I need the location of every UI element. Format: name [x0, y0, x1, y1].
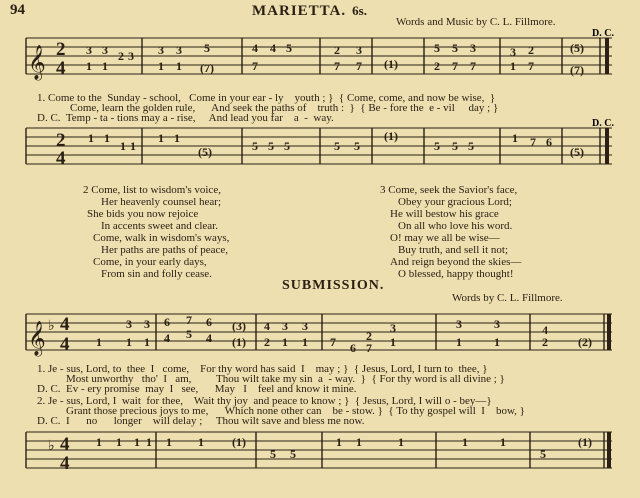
svg-text:1: 1	[494, 335, 500, 349]
svg-text:7: 7	[452, 59, 458, 73]
svg-text:5: 5	[186, 327, 192, 341]
svg-text:5: 5	[434, 41, 440, 55]
svg-text:1: 1	[302, 335, 308, 349]
svg-text:4: 4	[264, 319, 270, 333]
staff-submission-treble	[26, 314, 612, 350]
time-sig-top: 4	[60, 434, 70, 455]
svg-text:5: 5	[452, 139, 458, 153]
svg-text:(5): (5)	[198, 145, 212, 159]
svg-text:1: 1	[146, 435, 152, 449]
page-number: 94	[10, 2, 25, 18]
svg-text:1: 1	[336, 435, 342, 449]
svg-text:2: 2	[542, 335, 548, 349]
svg-text:3: 3	[102, 43, 108, 57]
svg-text:4: 4	[164, 331, 170, 345]
svg-text:1: 1	[198, 435, 204, 449]
verse-line: From sin and folly cease.	[101, 268, 212, 280]
svg-text:6: 6	[164, 315, 170, 329]
svg-text:(3): (3)	[232, 319, 246, 333]
time-sig-bottom: 4	[60, 334, 70, 355]
svg-text:3: 3	[510, 45, 516, 59]
svg-text:1: 1	[96, 435, 102, 449]
svg-text:5: 5	[540, 447, 546, 461]
svg-text:7: 7	[334, 59, 340, 73]
svg-text:1: 1	[88, 131, 94, 145]
verse-line: Her paths are paths of peace,	[101, 244, 229, 256]
svg-text:1: 1	[134, 435, 140, 449]
hymn1-credit: Words and Music by C. L. Fillmore.	[396, 16, 556, 28]
svg-text:2: 2	[528, 43, 534, 57]
svg-text:3: 3	[128, 49, 134, 63]
svg-text:4: 4	[542, 323, 548, 337]
svg-text:(7): (7)	[200, 61, 214, 75]
svg-text:3: 3	[390, 321, 396, 335]
svg-text:1: 1	[282, 335, 288, 349]
svg-text:7: 7	[252, 59, 258, 73]
shape-notes-marietta-treble	[86, 41, 584, 77]
svg-text:6: 6	[206, 315, 212, 329]
time-sig-top: 2	[56, 39, 66, 60]
verse-line: He will bestow his grace	[390, 208, 499, 220]
verse-line: 2 Come, list to wisdom's voice,	[83, 184, 221, 196]
hymn-title-submission: SUBMISSION.	[282, 278, 385, 293]
svg-text:5: 5	[270, 447, 276, 461]
dc-marker: D. C.	[592, 28, 614, 39]
verse-line: O blessed, happy thought!	[398, 268, 514, 280]
verse-line: Buy truth, and sell it not;	[398, 244, 508, 256]
svg-text:3: 3	[86, 43, 92, 57]
svg-text:3: 3	[144, 317, 150, 331]
lyric-line: 1. Je - sus, Lord, to thee I come, For thy word has said I may ; } { Jesus, Lord, I turn to thee, }	[37, 363, 488, 375]
svg-text:3: 3	[302, 319, 308, 333]
svg-text:5: 5	[452, 41, 458, 55]
time-sig-bottom: 4	[56, 58, 66, 79]
svg-text:3: 3	[126, 317, 132, 331]
flat-icon: ♭	[48, 319, 55, 334]
hymn-meter: 6s.	[352, 3, 367, 18]
svg-text:2: 2	[334, 43, 340, 57]
svg-text:7: 7	[528, 59, 534, 73]
svg-text:(1): (1)	[232, 335, 246, 349]
svg-text:7: 7	[356, 59, 362, 73]
hymn-title: MARIETTA.	[252, 3, 347, 19]
svg-text:1: 1	[390, 335, 396, 349]
treble-clef-icon: 𝄞	[28, 45, 46, 80]
svg-text:1: 1	[174, 131, 180, 145]
verse-line: Come, in your early days,	[93, 256, 207, 268]
svg-text:1: 1	[158, 131, 164, 145]
svg-text:3: 3	[356, 43, 362, 57]
flat-icon: ♭	[48, 439, 55, 454]
svg-text:1: 1	[126, 335, 132, 349]
svg-text:1: 1	[356, 435, 362, 449]
shape-notes-submission-treble	[96, 313, 592, 355]
verse-3	[380, 184, 521, 280]
svg-text:2: 2	[366, 329, 372, 343]
verse-line: On all who love his word.	[398, 220, 513, 232]
svg-text:1: 1	[86, 59, 92, 73]
lyric-line: Most unworthy tho' I am, Thou wilt take my sin a - way. } { For thy word is all divine ; }	[66, 373, 505, 385]
svg-text:5: 5	[334, 139, 340, 153]
svg-text:1: 1	[96, 335, 102, 349]
svg-text:1: 1	[130, 139, 136, 153]
dc-marker: D. C.	[592, 118, 614, 129]
staff-marietta-treble	[26, 38, 612, 74]
svg-text:3: 3	[470, 41, 476, 55]
svg-text:(5): (5)	[570, 41, 584, 55]
svg-text:5: 5	[284, 139, 290, 153]
svg-text:1: 1	[512, 131, 518, 145]
svg-text:1: 1	[456, 335, 462, 349]
verse-line: Obey your gracious Lord;	[398, 196, 512, 208]
verse-2	[83, 184, 229, 280]
svg-text:3: 3	[456, 317, 462, 331]
shape-notes-submission-bass	[96, 435, 592, 461]
svg-text:1: 1	[102, 59, 108, 73]
svg-text:1: 1	[166, 435, 172, 449]
svg-text:7: 7	[366, 341, 372, 355]
lyric-line: D. C. Ev - ery promise may I see, May I feel and know it mine.	[37, 383, 357, 395]
svg-text:5: 5	[468, 139, 474, 153]
svg-text:(1): (1)	[384, 57, 398, 71]
svg-text:1: 1	[176, 59, 182, 73]
verse-line: Come, walk in wisdom's ways,	[93, 232, 230, 244]
svg-text:3: 3	[282, 319, 288, 333]
svg-text:2: 2	[434, 59, 440, 73]
svg-text:1: 1	[144, 335, 150, 349]
svg-text:(1): (1)	[578, 435, 592, 449]
svg-text:6: 6	[350, 341, 356, 355]
time-sig-top: 2	[56, 130, 66, 151]
verse-line: In accents sweet and clear.	[101, 220, 218, 232]
time-sig-bottom: 4	[56, 148, 66, 169]
svg-text:5: 5	[354, 139, 360, 153]
verse-line: She bids you now rejoice	[87, 208, 199, 220]
time-sig-bottom: 4	[60, 453, 70, 474]
svg-text:1: 1	[462, 435, 468, 449]
svg-text:(5): (5)	[570, 145, 584, 159]
svg-text:5: 5	[286, 41, 292, 55]
svg-text:7: 7	[470, 59, 476, 73]
svg-text:5: 5	[290, 447, 296, 461]
svg-text:7: 7	[186, 313, 192, 327]
svg-text:2: 2	[264, 335, 270, 349]
svg-text:1: 1	[158, 59, 164, 73]
svg-text:1: 1	[120, 139, 126, 153]
svg-text:(2): (2)	[578, 335, 592, 349]
verse-line: 3 Come, seek the Savior's face,	[380, 184, 518, 196]
verse-line: And reign beyond the skies—	[390, 256, 522, 268]
svg-text:7: 7	[530, 135, 536, 149]
svg-text:2: 2	[118, 49, 124, 63]
svg-text:3: 3	[176, 43, 182, 57]
svg-text:5: 5	[268, 139, 274, 153]
svg-text:3: 3	[158, 43, 164, 57]
svg-text:1: 1	[104, 131, 110, 145]
verse-line: Her heavenly counsel hear;	[101, 196, 222, 208]
staff-submission-bass	[26, 432, 612, 468]
svg-text:1: 1	[398, 435, 404, 449]
svg-text:1: 1	[116, 435, 122, 449]
lyric-line: D. C. Temp - ta - tions may a - rise, And lead you far a - way.	[37, 112, 334, 124]
svg-text:3: 3	[494, 317, 500, 331]
svg-text:6: 6	[546, 135, 552, 149]
svg-text:4: 4	[252, 41, 258, 55]
lyric-line: Come, learn the golden rule, And seek the paths of truth : } { Be - fore the e - vil day ; }	[70, 102, 499, 114]
staff-marietta-bass	[26, 128, 612, 164]
svg-text:(1): (1)	[232, 435, 246, 449]
svg-text:5: 5	[204, 41, 210, 55]
verse-line: O! may we all be wise—	[390, 232, 500, 244]
lyric-line: 1. Come to the Sunday - school, Come in your ear - ly youth ; } { Come, come, and now be wise, }	[37, 92, 496, 104]
lyric-line: Grant those precious joys to me, Which none other can be - stow. } { To thy gospel will I bow, }	[66, 405, 525, 417]
svg-text:(1): (1)	[384, 129, 398, 143]
svg-text:4: 4	[206, 331, 212, 345]
lyric-line: D. C. I no longer will delay ; Thou wilt save and bless me now.	[37, 415, 365, 427]
treble-clef-icon: 𝄞	[28, 321, 46, 356]
lyric-line: 2. Je - sus, Lord, I wait for thee, Wait thy joy and peace to know ; } { Jesus, Lord, I will o - bey—}	[37, 395, 492, 407]
svg-text:4: 4	[270, 41, 276, 55]
svg-text:5: 5	[252, 139, 258, 153]
hymn2-credit: Words by C. L. Fillmore.	[452, 292, 563, 304]
svg-text:(7): (7)	[570, 63, 584, 77]
svg-text:1: 1	[510, 59, 516, 73]
svg-text:1: 1	[500, 435, 506, 449]
svg-text:5: 5	[434, 139, 440, 153]
time-sig-top: 4	[60, 314, 70, 335]
svg-text:7: 7	[330, 335, 336, 349]
